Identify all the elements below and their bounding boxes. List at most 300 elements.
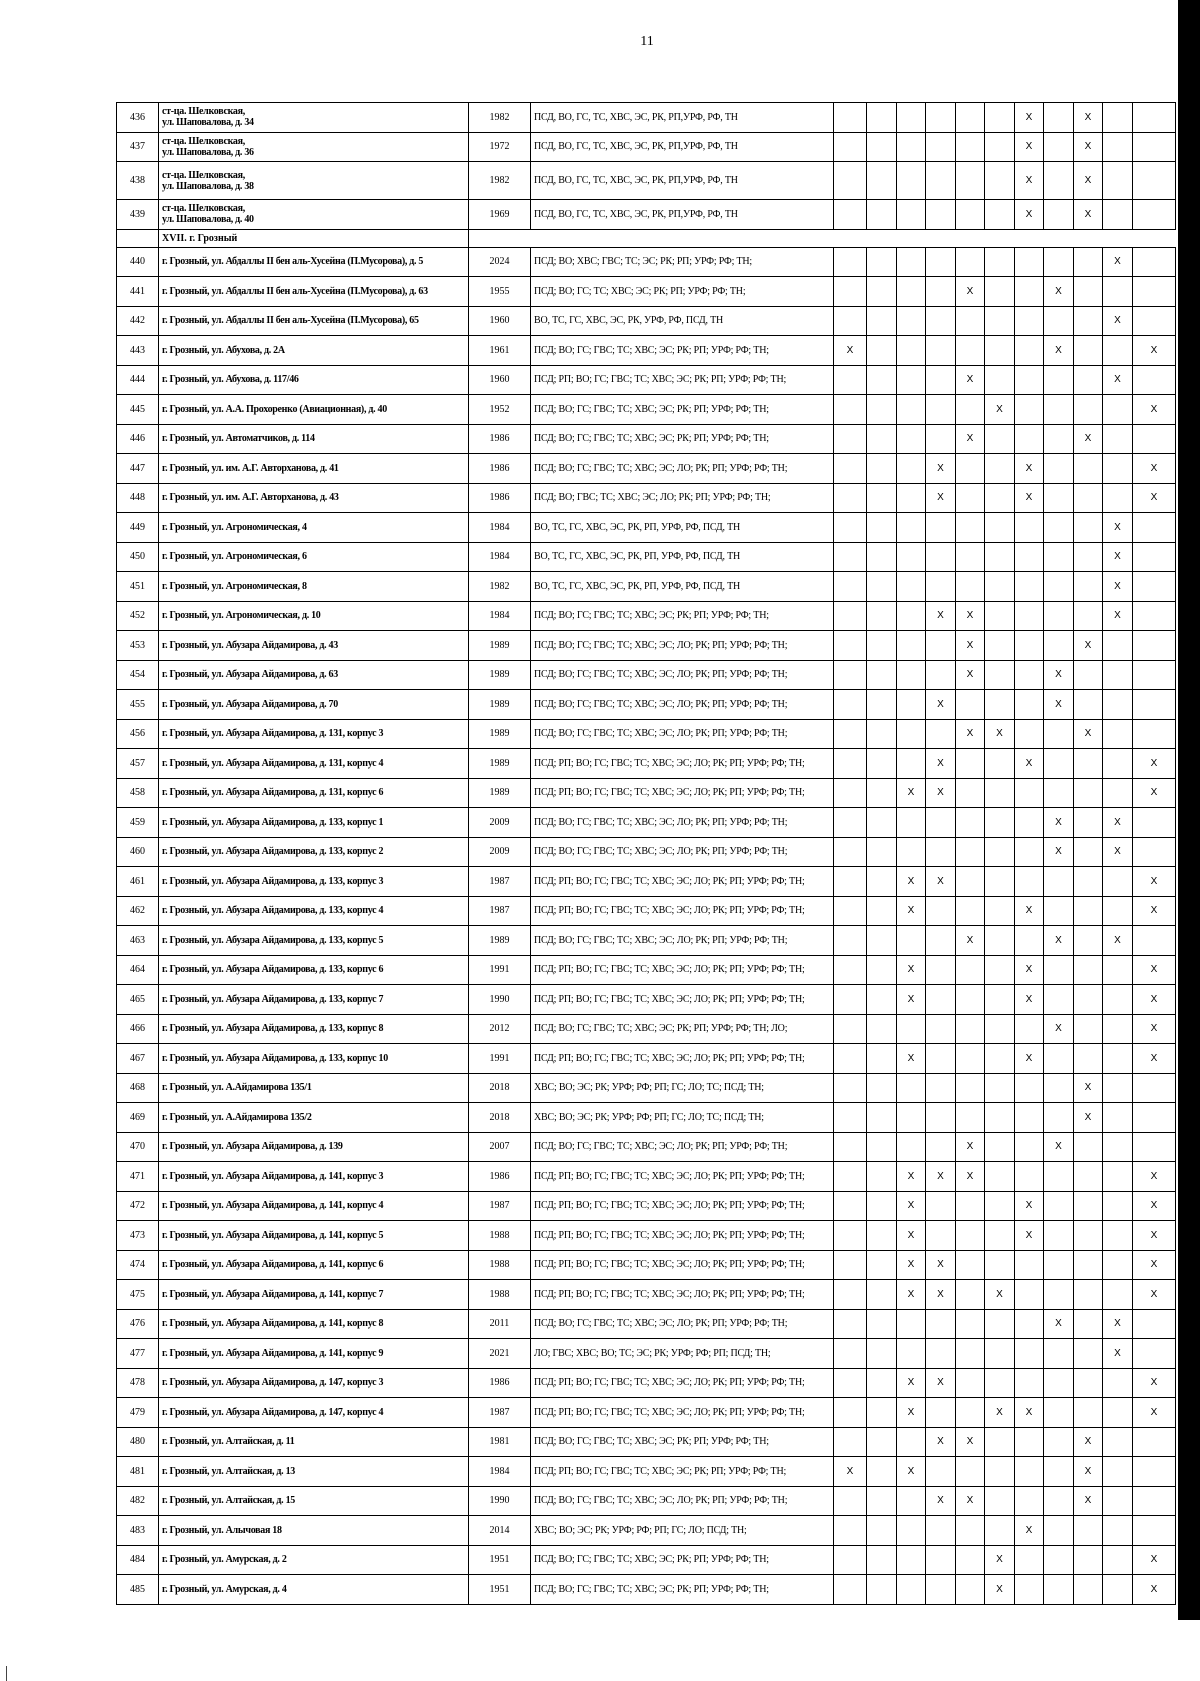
mark-cell [1044, 247, 1074, 277]
mark-cell [926, 132, 956, 162]
services-cell: ПСД; ВО; ГС; ГВС; ТС; ХВС; ЭС; РК; РП; УРФ; РФ; ТН; [531, 1545, 834, 1575]
mark-cell [956, 483, 985, 513]
row-number: 450 [117, 542, 159, 572]
mark-cell [956, 1280, 985, 1310]
mark-cell [985, 132, 1015, 162]
mark-cell [867, 1575, 897, 1605]
section-title: XVII. г. Грозный [159, 229, 469, 247]
mark-cell [1133, 808, 1176, 838]
x-mark: X [1133, 336, 1176, 366]
mark-cell [834, 424, 867, 454]
table-row [117, 336, 1176, 366]
mark-cell [985, 837, 1015, 867]
mark-cell [985, 808, 1015, 838]
x-mark: X [1074, 719, 1103, 749]
mark-cell [1044, 1280, 1074, 1310]
mark-cell [1015, 1457, 1044, 1487]
table-row [117, 837, 1176, 867]
services-cell: ПСД; ВО; ГС; ГВС; ТС; ХВС; ЭС; ЛО; РК; РП; УРФ; РФ; ТН; [531, 1309, 834, 1339]
row-number: 442 [117, 306, 159, 336]
mark-cell [897, 1516, 926, 1546]
mark-cell [897, 454, 926, 484]
mark-cell [1103, 336, 1133, 366]
x-mark: X [1015, 1398, 1044, 1428]
mark-cell [926, 336, 956, 366]
mark-cell [897, 306, 926, 336]
x-mark: X [897, 1044, 926, 1074]
mark-cell [1015, 572, 1044, 602]
table-row [117, 1368, 1176, 1398]
row-number: 444 [117, 365, 159, 395]
address-cell: г. Грозный, ул. Агрономическая, 6 [159, 542, 469, 572]
year-cell: 2012 [469, 1014, 531, 1044]
services-cell: ПСД; ВО; ГС; ГВС; ТС; ХВС; ЭС; РК; РП; УРФ; РФ; ТН; [531, 1575, 834, 1605]
mark-cell [834, 306, 867, 336]
mark-cell [926, 162, 956, 200]
mark-cell [985, 572, 1015, 602]
mark-cell [926, 660, 956, 690]
mark-cell [985, 749, 1015, 779]
mark-cell [834, 132, 867, 162]
x-mark: X [1133, 955, 1176, 985]
page-number: 11 [640, 34, 654, 49]
row-number: 464 [117, 955, 159, 985]
mark-cell [1103, 132, 1133, 162]
x-mark: X [985, 1545, 1015, 1575]
row-number: 440 [117, 247, 159, 277]
mark-cell [956, 1044, 985, 1074]
table-row [117, 778, 1176, 808]
x-mark: X [1133, 1044, 1176, 1074]
mark-cell [1015, 837, 1044, 867]
x-mark: X [1044, 336, 1074, 366]
table-row [117, 1221, 1176, 1251]
x-mark: X [897, 1250, 926, 1280]
mark-cell [1103, 162, 1133, 200]
mark-cell [834, 103, 867, 133]
address-cell: г. Грозный, ул. Абузара Айдамирова, д. 63 [159, 660, 469, 690]
address-cell: г. Грозный, ул. Автоматчиков, д. 114 [159, 424, 469, 454]
x-mark: X [926, 1486, 956, 1516]
table-row [117, 306, 1176, 336]
table-row [117, 601, 1176, 631]
address-cell: г. Грозный, ул. Абузара Айдамирова, д. 141, корпус 5 [159, 1221, 469, 1251]
mark-cell [834, 542, 867, 572]
year-cell: 1989 [469, 749, 531, 779]
services-cell: ПСД; ВО; ГС; ГВС; ТС; ХВС; ЭС; ЛО; РК; РП; УРФ; РФ; ТН; [531, 1132, 834, 1162]
x-mark: X [1133, 867, 1176, 897]
mark-cell [956, 1309, 985, 1339]
mark-cell [867, 1545, 897, 1575]
row-number: 447 [117, 454, 159, 484]
mark-cell [867, 660, 897, 690]
mark-cell [1103, 660, 1133, 690]
mark-cell [1044, 572, 1074, 602]
mark-cell [985, 454, 1015, 484]
year-cell: 1990 [469, 1486, 531, 1516]
mark-cell [1133, 424, 1176, 454]
x-mark: X [956, 1132, 985, 1162]
services-cell: ПСД, ВО, ГС, ТС, ХВС, ЭС, РК, РП,УРФ, РФ, ТН [531, 132, 834, 162]
address-cell: г. Грозный, ул. Абузара Айдамирова, д. 133, корпус 6 [159, 955, 469, 985]
mark-cell [834, 1339, 867, 1369]
year-cell: 1988 [469, 1221, 531, 1251]
mark-cell [1074, 778, 1103, 808]
x-mark: X [834, 1457, 867, 1487]
year-cell: 2014 [469, 1516, 531, 1546]
x-mark: X [956, 719, 985, 749]
mark-cell [1103, 200, 1133, 230]
x-mark: X [1074, 162, 1103, 200]
mark-cell [834, 247, 867, 277]
table-row [117, 1132, 1176, 1162]
row-number: 445 [117, 395, 159, 425]
mark-cell [867, 1280, 897, 1310]
mark-cell [1103, 867, 1133, 897]
year-cell: 1988 [469, 1280, 531, 1310]
address-cell: г. Грозный, ул. им. А.Г. Авторханова, д. 43 [159, 483, 469, 513]
mark-cell [1015, 1368, 1044, 1398]
mark-cell [1074, 1221, 1103, 1251]
mark-cell [897, 424, 926, 454]
mark-cell [1044, 1221, 1074, 1251]
mark-cell [956, 1575, 985, 1605]
services-cell: ПСД; ВО; ГС; ГВС; ТС; ХВС; ЭС; РК; РП; УРФ; РФ; ТН; [531, 1427, 834, 1457]
x-mark: X [1103, 837, 1133, 867]
mark-cell [956, 336, 985, 366]
x-mark: X [926, 1162, 956, 1192]
mark-cell [985, 1309, 1015, 1339]
mark-cell [985, 1132, 1015, 1162]
x-mark: X [1133, 1575, 1176, 1605]
services-cell: ПСД; РП; ВО; ГС; ГВС; ТС; ХВС; ЭС; ЛО; РК; РП; УРФ; РФ; ТН; [531, 1162, 834, 1192]
x-mark: X [1133, 483, 1176, 513]
mark-cell [1044, 1516, 1074, 1546]
x-mark: X [956, 1162, 985, 1192]
address-cell: г. Грозный, ул. Абузара Айдамирова, д. 131, корпус 4 [159, 749, 469, 779]
mark-cell [1015, 513, 1044, 543]
mark-cell [834, 660, 867, 690]
x-mark: X [897, 778, 926, 808]
address-cell: г. Грозный, ул. Абузара Айдамирова, д. 133, корпус 5 [159, 926, 469, 956]
x-mark: X [926, 1427, 956, 1457]
x-mark: X [1133, 395, 1176, 425]
mark-cell [956, 1457, 985, 1487]
x-mark: X [926, 749, 956, 779]
mark-cell [956, 1014, 985, 1044]
address-cell: г. Грозный, ул. Абузара Айдамирова, д. 147, корпус 3 [159, 1368, 469, 1398]
table-row [117, 719, 1176, 749]
mark-cell [834, 1280, 867, 1310]
mark-cell [897, 1103, 926, 1133]
mark-cell [956, 867, 985, 897]
mark-cell [985, 926, 1015, 956]
mark-cell [897, 926, 926, 956]
services-cell: ХВС; ВО; ЭС; РК; УРФ; РФ; РП; ГС; ЛО; ТС; ПСД; ТН; [531, 1103, 834, 1133]
address-cell: г. Грозный, ул. Агрономическая, 4 [159, 513, 469, 543]
mark-cell [1103, 1516, 1133, 1546]
mark-cell [1074, 483, 1103, 513]
x-mark: X [1133, 454, 1176, 484]
mark-cell [1074, 1309, 1103, 1339]
x-mark: X [926, 690, 956, 720]
address-cell: г. Грозный, ул. Абузара Айдамирова, д. 141, корпус 7 [159, 1280, 469, 1310]
x-mark: X [897, 1398, 926, 1428]
mark-cell [1103, 483, 1133, 513]
mark-cell [867, 690, 897, 720]
mark-cell [985, 690, 1015, 720]
address-cell: г. Грозный, ул. Абузара Айдамирова, д. 70 [159, 690, 469, 720]
mark-cell [834, 1103, 867, 1133]
mark-cell [1044, 1044, 1074, 1074]
x-mark: X [1133, 1398, 1176, 1428]
mark-cell [897, 1132, 926, 1162]
x-mark: X [897, 955, 926, 985]
x-mark: X [926, 1280, 956, 1310]
mark-cell [956, 162, 985, 200]
x-mark: X [1015, 1516, 1044, 1546]
services-cell: ПСД; ВО; ГС; ГВС; ТС; ХВС; ЭС; РК; РП; УРФ; РФ; ТН; ЛО; [531, 1014, 834, 1044]
x-mark: X [926, 1368, 956, 1398]
services-cell: ПСД, ВО, ГС, ТС, ХВС, ЭС, РК, РП,УРФ, РФ, ТН [531, 103, 834, 133]
table-row [117, 660, 1176, 690]
mark-cell [985, 424, 1015, 454]
mark-cell [1103, 749, 1133, 779]
x-mark: X [1044, 277, 1074, 307]
services-cell: ПСД; РП; ВО; ГС; ГВС; ТС; ХВС; ЭС; ЛО; РК; РП; УРФ; РФ; ТН; [531, 1191, 834, 1221]
row-number: 439 [117, 200, 159, 230]
mark-cell [867, 336, 897, 366]
mark-cell [926, 572, 956, 602]
mark-cell [1133, 631, 1176, 661]
x-mark: X [1044, 926, 1074, 956]
mark-cell [834, 631, 867, 661]
services-cell: ПСД; ВО; ГС; ГВС; ТС; ХВС; ЭС; ЛО; РК; РП; УРФ; РФ; ТН; [531, 660, 834, 690]
row-number: 449 [117, 513, 159, 543]
mark-cell [1103, 1457, 1133, 1487]
mark-cell [1044, 513, 1074, 543]
x-mark: X [985, 1398, 1015, 1428]
address-cell: г. Грозный, ул. Абузара Айдамирова, д. 133, корпус 7 [159, 985, 469, 1015]
x-mark: X [897, 1191, 926, 1221]
row-number: 456 [117, 719, 159, 749]
row-number: 484 [117, 1545, 159, 1575]
mark-cell [1133, 1457, 1176, 1487]
address-cell: г. Грозный, ул. Абухова, д. 2А [159, 336, 469, 366]
mark-cell [926, 1545, 956, 1575]
services-cell: ПСД; ВО; ГС; ГВС; ТС; ХВС; ЭС; РК; РП; УРФ; РФ; ТН; [531, 336, 834, 366]
mark-cell [985, 200, 1015, 230]
mark-cell [867, 1250, 897, 1280]
mark-cell [1103, 985, 1133, 1015]
mark-cell [1133, 132, 1176, 162]
mark-cell [1074, 926, 1103, 956]
year-cell: 1982 [469, 572, 531, 602]
mark-cell [897, 336, 926, 366]
mark-cell [897, 542, 926, 572]
mark-cell [985, 955, 1015, 985]
x-mark: X [985, 719, 1015, 749]
table-row [117, 572, 1176, 602]
mark-cell [897, 277, 926, 307]
mark-cell [1074, 454, 1103, 484]
mark-cell [867, 454, 897, 484]
mark-cell [956, 1368, 985, 1398]
mark-cell [897, 690, 926, 720]
x-mark: X [1015, 1221, 1044, 1251]
year-cell: 1952 [469, 395, 531, 425]
services-cell: ПСД; РП; ВО; ГС; ГВС; ТС; ХВС; ЭС; ЛО; РК; РП; УРФ; РФ; ТН; [531, 867, 834, 897]
mark-cell [1074, 1545, 1103, 1575]
x-mark: X [956, 1427, 985, 1457]
row-number: 436 [117, 103, 159, 133]
mark-cell [985, 336, 1015, 366]
mark-cell [985, 1368, 1015, 1398]
services-cell: ХВС; ВО; ЭС; РК; УРФ; РФ; РП; ГС; ЛО; ТС; ПСД; ТН; [531, 1073, 834, 1103]
address-cell: г. Грозный, ул. Абузара Айдамирова, д. 133, корпус 10 [159, 1044, 469, 1074]
mark-cell [956, 896, 985, 926]
mark-cell [926, 1132, 956, 1162]
row-number: 465 [117, 985, 159, 1015]
mark-cell [1015, 601, 1044, 631]
mark-cell [1015, 926, 1044, 956]
mark-cell [1015, 1545, 1044, 1575]
x-mark: X [1133, 1250, 1176, 1280]
row-number: 483 [117, 1516, 159, 1546]
mark-cell [985, 1457, 1015, 1487]
mark-cell [897, 749, 926, 779]
section-filler [469, 229, 1176, 247]
services-cell: ПСД; РП; ВО; ГС; ГВС; ТС; ХВС; ЭС; РК; РП; УРФ; РФ; ТН; [531, 1457, 834, 1487]
table-row [117, 1191, 1176, 1221]
mark-cell [1044, 132, 1074, 162]
x-mark: X [1133, 1162, 1176, 1192]
mark-cell [1074, 306, 1103, 336]
mark-cell [1044, 985, 1074, 1015]
mark-cell [1015, 424, 1044, 454]
x-mark: X [1044, 837, 1074, 867]
mark-cell [985, 1044, 1015, 1074]
mark-cell [1074, 572, 1103, 602]
mark-cell [1103, 1427, 1133, 1457]
year-cell: 1987 [469, 1398, 531, 1428]
mark-cell [897, 200, 926, 230]
year-cell: 1961 [469, 336, 531, 366]
services-cell: ПСД; ВО; ХВС; ГВС; ТС; ЭС; РК; РП; УРФ; РФ; ТН; [531, 247, 834, 277]
row-number: 454 [117, 660, 159, 690]
mark-cell [926, 1575, 956, 1605]
mark-cell [956, 1250, 985, 1280]
mark-cell [1074, 601, 1103, 631]
mark-cell [926, 1221, 956, 1251]
address-cell: г. Грозный, ул. Абузара Айдамирова, д. 147, корпус 4 [159, 1398, 469, 1428]
table-row [117, 513, 1176, 543]
mark-cell [867, 277, 897, 307]
mark-cell [1044, 896, 1074, 926]
mark-cell [1103, 1132, 1133, 1162]
mark-cell [956, 778, 985, 808]
services-cell: ПСД; РП; ВО; ГС; ГВС; ТС; ХВС; ЭС; ЛО; РК; РП; УРФ; РФ; ТН; [531, 1221, 834, 1251]
mark-cell [867, 867, 897, 897]
year-cell: 1955 [469, 277, 531, 307]
mark-cell [867, 1398, 897, 1428]
mark-cell [1015, 867, 1044, 897]
x-mark: X [1015, 1044, 1044, 1074]
services-cell: ВО, ТС, ГС, ХВС, ЭС, РК, РП, УРФ, РФ, ПСД, ТН [531, 572, 834, 602]
mark-cell [926, 1309, 956, 1339]
mark-cell [1015, 247, 1044, 277]
year-cell: 1989 [469, 719, 531, 749]
mark-cell [956, 808, 985, 838]
mark-cell [897, 483, 926, 513]
mark-cell [1074, 395, 1103, 425]
address-cell: г. Грозный, ул. Агрономическая, 8 [159, 572, 469, 602]
mark-cell [1044, 1191, 1074, 1221]
services-cell: ПСД; ВО; ГС; ГВС; ТС; ХВС; ЭС; ЛО; РК; РП; УРФ; РФ; ТН; [531, 837, 834, 867]
row-number: 476 [117, 1309, 159, 1339]
mark-cell [1103, 395, 1133, 425]
x-mark: X [1044, 808, 1074, 838]
mark-cell [956, 572, 985, 602]
row-number: 470 [117, 1132, 159, 1162]
x-mark: X [1103, 1339, 1133, 1369]
mark-cell [926, 103, 956, 133]
mark-cell [985, 1516, 1015, 1546]
mark-cell [1044, 1545, 1074, 1575]
mark-cell [1015, 690, 1044, 720]
address-cell: г. Грозный, ул. А.А. Прохоренко (Авиационная), д. 40 [159, 395, 469, 425]
mark-cell [867, 424, 897, 454]
table-row [117, 277, 1176, 307]
table-row [117, 1073, 1176, 1103]
year-cell: 1951 [469, 1545, 531, 1575]
table-row [117, 365, 1176, 395]
address-cell: г. Грозный, ул. Абузара Айдамирова, д. 141, корпус 3 [159, 1162, 469, 1192]
mark-cell [1133, 1339, 1176, 1369]
mark-cell [834, 926, 867, 956]
x-mark: X [1133, 985, 1176, 1015]
mark-cell [926, 719, 956, 749]
services-cell: ПСД; РП; ВО; ГС; ГВС; ТС; ХВС; ЭС; ЛО; РК; РП; УРФ; РФ; ТН; [531, 1044, 834, 1074]
table-row [117, 1575, 1176, 1605]
mark-cell [897, 1073, 926, 1103]
mark-cell [1015, 1162, 1044, 1192]
mark-cell [1103, 1014, 1133, 1044]
year-cell: 1982 [469, 162, 531, 200]
mark-cell [867, 778, 897, 808]
row-number: 480 [117, 1427, 159, 1457]
mark-cell [956, 306, 985, 336]
row-number: 471 [117, 1162, 159, 1192]
mark-cell [985, 631, 1015, 661]
mark-cell [1103, 1250, 1133, 1280]
year-cell: 1986 [469, 483, 531, 513]
x-mark: X [1015, 985, 1044, 1015]
year-cell: 1991 [469, 1044, 531, 1074]
x-mark: X [897, 867, 926, 897]
row-number: 451 [117, 572, 159, 602]
mark-cell [1074, 1250, 1103, 1280]
x-mark: X [1044, 690, 1074, 720]
mark-cell [897, 103, 926, 133]
mark-cell [867, 1014, 897, 1044]
x-mark: X [985, 395, 1015, 425]
mark-cell [985, 601, 1015, 631]
mark-cell [867, 365, 897, 395]
mark-cell [1133, 200, 1176, 230]
mark-cell [956, 1398, 985, 1428]
mark-cell [1044, 1073, 1074, 1103]
